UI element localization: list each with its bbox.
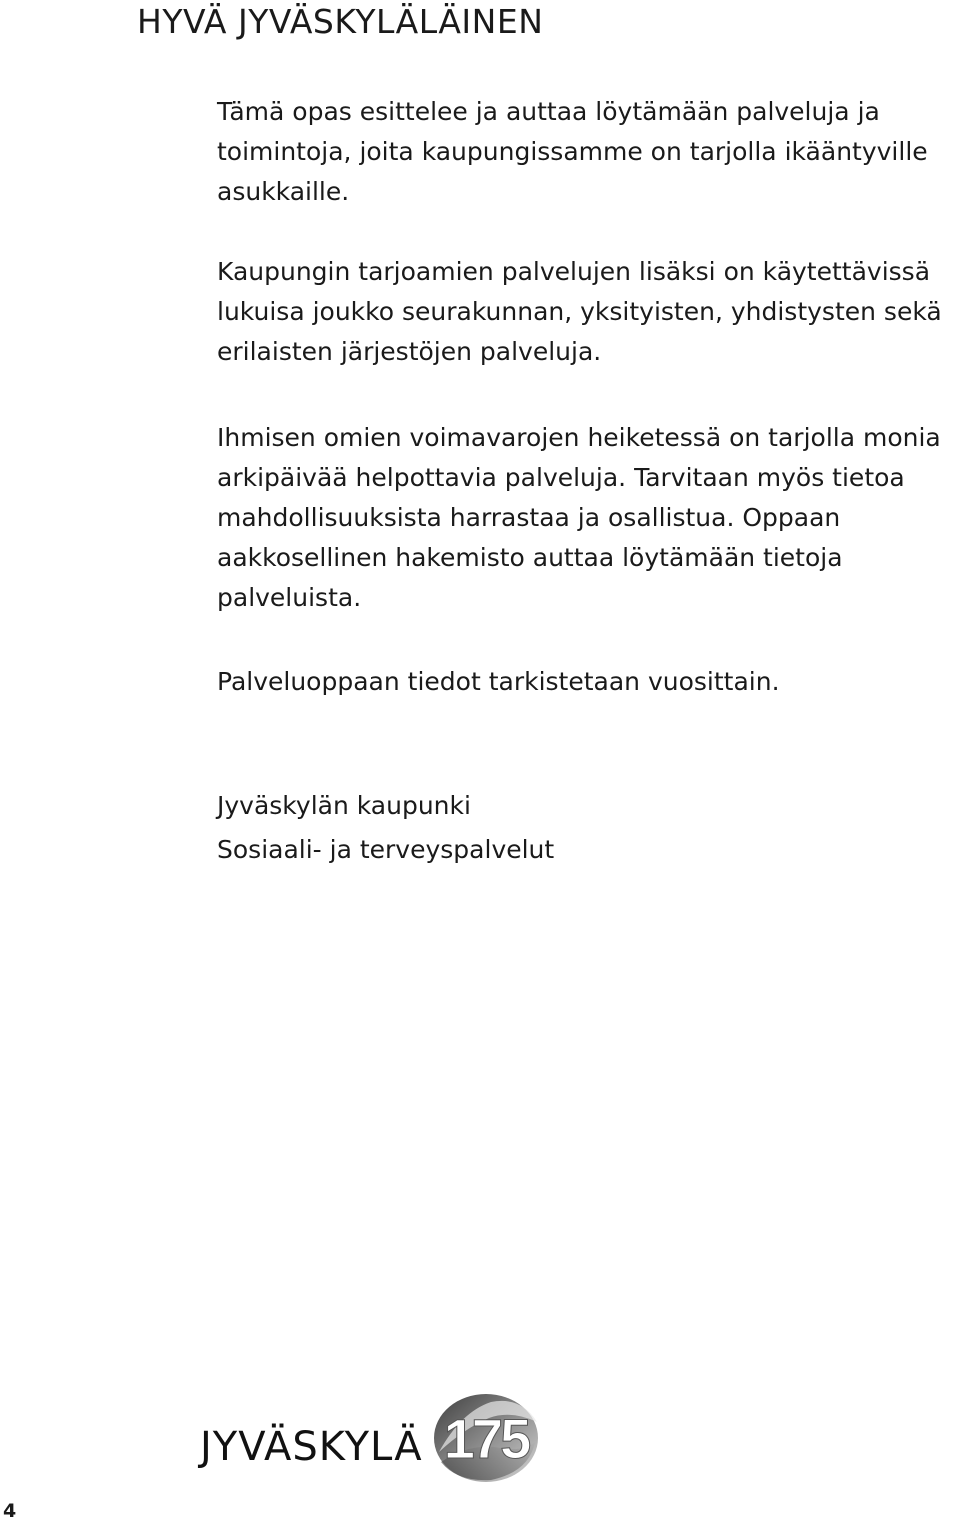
- anniversary-emblem-icon: [431, 1392, 541, 1484]
- signature-block: [217, 784, 957, 872]
- support-paragraph: Ihmisen omien voimavarojen heiketessä on tarjolla monia arkipäivää helpottavia palveluja. Tarvitaan myös tietoa mahdollisuuksista harrastaa ja osallistua. Oppaan aakkosellinen hakemisto auttaa löytämään tietoja palveluista.: [217, 423, 941, 612]
- intro-paragraph: Tämä opas esittelee ja auttaa löytämään palveluja ja toimintoja, joita kaupungissamme on tarjolla ikääntyville asukkaille.: [217, 97, 928, 206]
- services-paragraph: Kaupungin tarjoamien palvelujen lisäksi on käytettävissä lukuisa joukko seurakunnan, yksityisten, yhdistysten sekä erilaisten järjestöjen palveluja.: [217, 257, 942, 366]
- emblem-number: 175: [443, 1407, 528, 1470]
- logo-wordmark: JYVÄSKYLÄ: [200, 1424, 423, 1470]
- page-title: HYVÄ JYVÄSKYLÄLÄINEN: [137, 2, 544, 41]
- signature-department: Sosiaali- ja terveyspalvelut: [217, 835, 555, 864]
- update-note-paragraph: Palveluoppaan tiedot tarkistetaan vuosittain.: [217, 667, 780, 696]
- page-number: 4: [3, 1500, 17, 1522]
- signature-organization: Jyväskylän kaupunki: [217, 791, 471, 820]
- jyvaskyla-175-logo: [200, 1392, 541, 1484]
